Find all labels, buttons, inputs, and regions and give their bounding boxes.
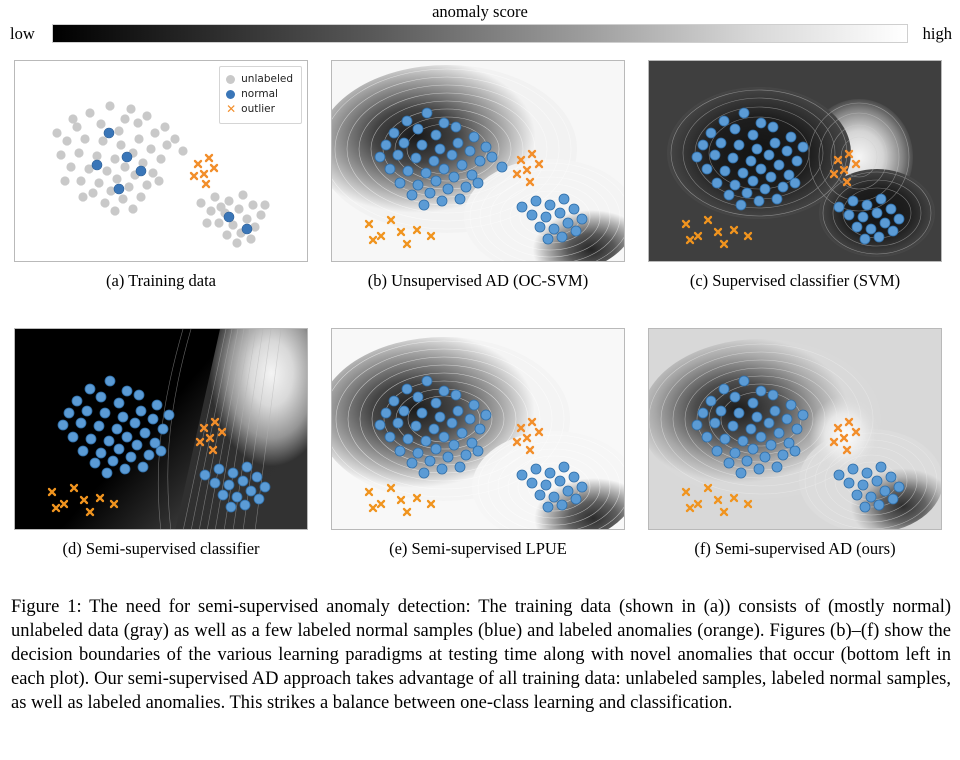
panel-f-caption: (f) Semi-supervised AD (ours) <box>694 539 896 558</box>
panel-e <box>331 328 625 559</box>
legend-item-outlier <box>226 102 293 117</box>
colorbar-title: anomaly score <box>432 2 528 21</box>
panel-a-caption: (a) Training data <box>106 271 216 290</box>
panel-f <box>648 328 942 559</box>
colorbar-low-label: low <box>10 24 35 43</box>
panel-d <box>14 328 308 559</box>
plot-f <box>648 328 942 530</box>
panel-e-caption: (e) Semi-supervised LPUE <box>389 539 567 558</box>
unlabeled-marker-icon <box>226 75 235 84</box>
legend-label-unlabeled: unlabeled <box>241 73 293 86</box>
plot-e <box>331 328 625 530</box>
colorbar-gradient <box>52 24 908 43</box>
plot-c <box>648 60 942 262</box>
outlier-marker-icon: ✕ <box>226 102 237 116</box>
panel-grid <box>0 56 960 556</box>
panel-b-caption: (b) Unsupervised AD (OC-SVM) <box>367 271 589 290</box>
legend-label-normal: normal <box>241 88 278 101</box>
plot-d-canvas <box>15 329 308 530</box>
panel-c-caption: (c) Supervised classifier (SVM) <box>689 271 901 290</box>
figure-caption: Figure 1: The need for semi-supervised anomaly detection: The training data (shown in (a)) consists of (mostly normal) unlabeled data (gray) as well as a few labeled normal samples (blue) and labeled anomalies (orange). Figures (b)–(f) show the decision boundaries of the various learning paradigms at testing time along with novel anomalies that occur (bottom left in each plot). Our semi-supervised AD approach takes advantage of all training data: unlabeled samples, labeled normal samples, as well as labeled anomalies. This strikes a balance between one-class learning and classification. <box>11 597 951 714</box>
plot-d <box>14 328 308 530</box>
colorbar-group <box>0 0 960 46</box>
normal-marker-icon <box>226 90 235 99</box>
plot-f-canvas <box>649 329 942 530</box>
panel-d-caption: (d) Semi-supervised classifier <box>62 539 260 558</box>
colorbar-high-label: high <box>922 24 952 43</box>
legend <box>219 66 302 124</box>
plot-c-canvas <box>649 61 942 262</box>
panel-c <box>648 60 942 291</box>
plot-e-canvas <box>332 329 625 530</box>
plot-b <box>331 60 625 262</box>
legend-item-normal <box>226 87 293 102</box>
plot-b-canvas <box>332 61 625 262</box>
panel-b <box>331 60 625 291</box>
legend-label-outlier: outlier <box>241 103 275 116</box>
legend-item-unlabeled <box>226 72 293 87</box>
plot-a <box>14 60 308 262</box>
panel-a <box>14 60 308 291</box>
